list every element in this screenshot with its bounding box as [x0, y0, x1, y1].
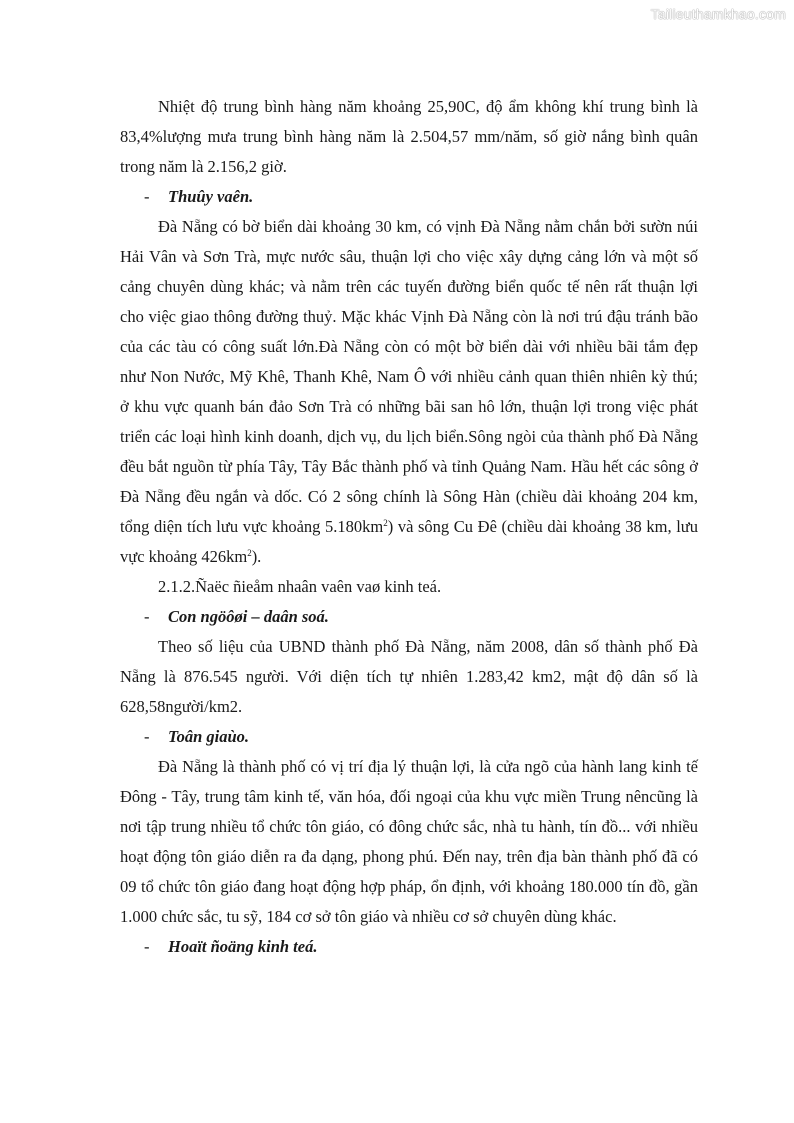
heading-dash: - [144, 727, 150, 746]
paragraph-religion: Đà Nẵng là thành phố có vị trí địa lý thuận lợi, là cửa ngõ của hành lang kinh tế Đông - Tây, trung tâm kinh tế, văn hóa, đối ngoại của khu vực miền Trung nêncũng là nơi tập trung nhiều tổ chức tôn giáo, có đông chức sắc, nhà tu hành, tín đồ... với nhiều hoạt động tôn giáo diễn ra đa dạng, phong phú. Đến nay, trên địa bàn thành phố đã có 09 tổ chức tôn giáo đang hoạt động hợp pháp, ổn định, với khoảng 180.000 tín đồ, gần 1.000 chức sắc, tu sỹ, 184 cơ sở tôn giáo và nhiều cơ sở chuyên dùng khác. [120, 757, 698, 926]
heading-economy-text: Hoaït ñoäng kinh teá. [168, 937, 318, 956]
paragraph-population: Theo số liệu của UBND thành phố Đà Nẵng, năm 2008, dân số thành phố Đà Nẵng là 876.545 người. Với diện tích tự nhiên 1.283,42 km2, mật độ dân số là 628,58người/km2. [120, 637, 698, 716]
hydrology-text-2: ) và sông Cu Đê (chiều dài khoảng 38 km, lưu vực khoảng 426km [120, 517, 698, 566]
heading-religion-text: Toân giaùo. [168, 727, 250, 746]
heading-hydrology [120, 182, 698, 212]
heading-dash: - [144, 187, 150, 206]
heading-population [120, 602, 698, 632]
hydrology-text-1: Đà Nẵng có bờ biển dài khoảng 30 km, có vịnh Đà Nẵng nằm chắn bởi sườn núi Hải Vân và Sơn Trà, mực nước sâu, thuận lợi cho việc xây dựng cảng lớn và một số cảng chuyên dùng khác; và nằm trên các tuyến đường biển quốc tế nên rất thuận lợi cho việc giao thông đường thuỷ. Mặc khác Vịnh Đà Nẵng còn là nơi trú đậu tránh bão của các tàu có công suất lớn.Đà Nẵng còn có một bờ biển dài với nhiều bãi tắm đẹp như Non Nước, Mỹ Khê, Thanh Khê, Nam Ô với nhiều cảnh quan thiên nhiên kỳ thú; ở khu vực quanh bán đảo Sơn Trà có những bãi san hô lớn, thuận lợi trong việc phát triển các loại hình kinh doanh, dịch vụ, du lịch biển.Sông ngòi của thành phố Đà Nẵng đều bắt nguồn từ phía Tây, Tây Bắc thành phố và tỉnh Quảng Nam. Hầu hết các sông ở Đà Nẵng đều ngắn và dốc. Có 2 sông chính là Sông Hàn (chiều dài khoảng 204 km, tổng diện tích lưu vực khoảng 5.180km [120, 217, 698, 536]
hydrology-text-3: ). [251, 547, 262, 566]
watermark: Tailieuthamkhao.com [650, 6, 786, 22]
superscript-2: 2 [383, 518, 388, 528]
heading-dash: - [144, 937, 150, 956]
heading-dash: - [144, 607, 150, 626]
superscript-2: 2 [247, 548, 252, 558]
heading-economy [120, 932, 698, 962]
heading-religion [120, 722, 698, 752]
paragraph-climate: Nhiệt độ trung bình hàng năm khoảng 25,90C, độ ẩm không khí trung bình là 83,4%lượng mưa trung bình hàng năm là 2.504,57 mm/năm, số giờ nắng bình quân trong năm là 2.156,2 giờ. [120, 97, 698, 176]
heading-hydrology-text: Thuûy vaên. [168, 187, 254, 206]
document-body [120, 92, 698, 962]
paragraph-hydrology [120, 212, 698, 572]
heading-population-text: Con ngöôøi – daân soá. [168, 607, 329, 626]
subsection-title: 2.1.2.Ñaëc ñieåm nhaân vaên vaø kinh teá. [158, 577, 442, 596]
